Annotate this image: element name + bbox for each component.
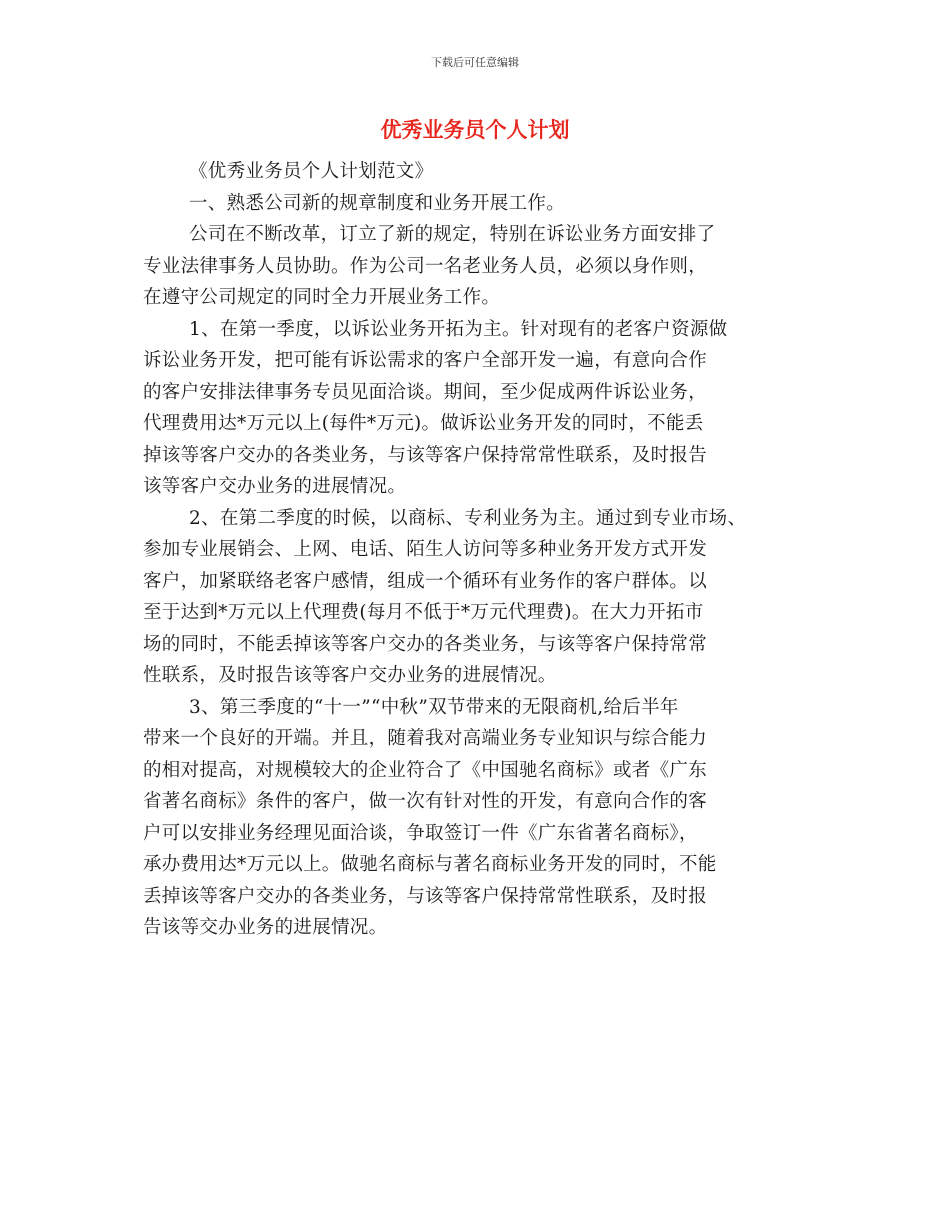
text-line: 掉该等客户交办的各类业务，与该等客户保持常常性联系，及时报告	[143, 444, 708, 466]
text-line: 性联系，及时报告该等客户交办业务的进展情况。	[143, 665, 557, 686]
text-line: 至于达到*万元以上代理费(每月不低于*万元代理费)。在大力开拓市	[143, 602, 704, 623]
text-line: 诉讼业务开发，把可能有诉讼需求的客户全部开发一遍，有意向合作	[143, 350, 708, 371]
text-line: 承办费用达*万元以上。做驰名商标与著名商标业务开发的同时，不能	[143, 854, 717, 875]
text-line: 《优秀业务员个人计划范文》	[189, 161, 434, 182]
header-note: 下载后可任意编辑	[431, 56, 519, 69]
text-line: 户可以安排业务经理见面洽谈，争取签订一件《广东省著名商标》，	[143, 822, 698, 844]
document-title: 优秀业务员个人计划	[380, 118, 570, 142]
text-line: 告该等交办业务的进展情况。	[143, 917, 388, 938]
text-line: 该等客户交办业务的进展情况。	[143, 476, 407, 497]
text-line: 3、第三季度的“十一”“中秋”双节带来的无限商机,给后半年	[189, 696, 679, 718]
text-line: 在遵守公司规定的同时全力开展业务工作。	[143, 287, 501, 308]
text-line: 2、在第二季度的时候，以商标、专利业务为主。通过到专业市场、	[189, 507, 747, 529]
text-line: 客户，加紧联络老客户感情，组成一个循环有业务作的客户群体。以	[143, 570, 708, 592]
text-line: 的相对提高，对规模较大的企业符合了《中国驰名商标》或者《广东	[143, 759, 708, 781]
text-line: 专业法律事务人员协助。作为公司一名老业务人员，必须以身作则，	[143, 255, 708, 277]
document-body	[143, 156, 833, 944]
text-line: 公司在不断改革，订立了新的规定，特别在诉讼业务方面安排了	[189, 224, 716, 245]
text-line: 省著名商标》条件的客户，做一次有针对性的开发，有意向合作的客	[143, 791, 708, 812]
text-line: 的客户安排法律事务专员见面洽谈。期间，至少促成两件诉讼业务，	[143, 381, 708, 403]
text-line: 一、熟悉公司新的规章制度和业务开展工作。	[189, 192, 566, 214]
text-line: 代理费用达*万元以上(每件*万元)。做诉讼业务开发的同时，不能丢	[143, 413, 704, 434]
text-line: 参加专业展销会、上网、电话、陌生人访问等多种业务开发方式开发	[143, 539, 708, 560]
text-line: 丢掉该等客户交办的各类业务，与该等客户保持常常性联系，及时报	[143, 885, 708, 907]
text-line: 场的同时，不能丢掉该等客户交办的各类业务，与该等客户保持常常	[143, 633, 708, 655]
text-line: 1、在第一季度，以诉讼业务开拓为主。针对现有的老客户资源做	[189, 318, 728, 340]
text-line: 带来一个良好的开端。并且，随着我对高端业务专业知识与综合能力	[143, 728, 708, 749]
